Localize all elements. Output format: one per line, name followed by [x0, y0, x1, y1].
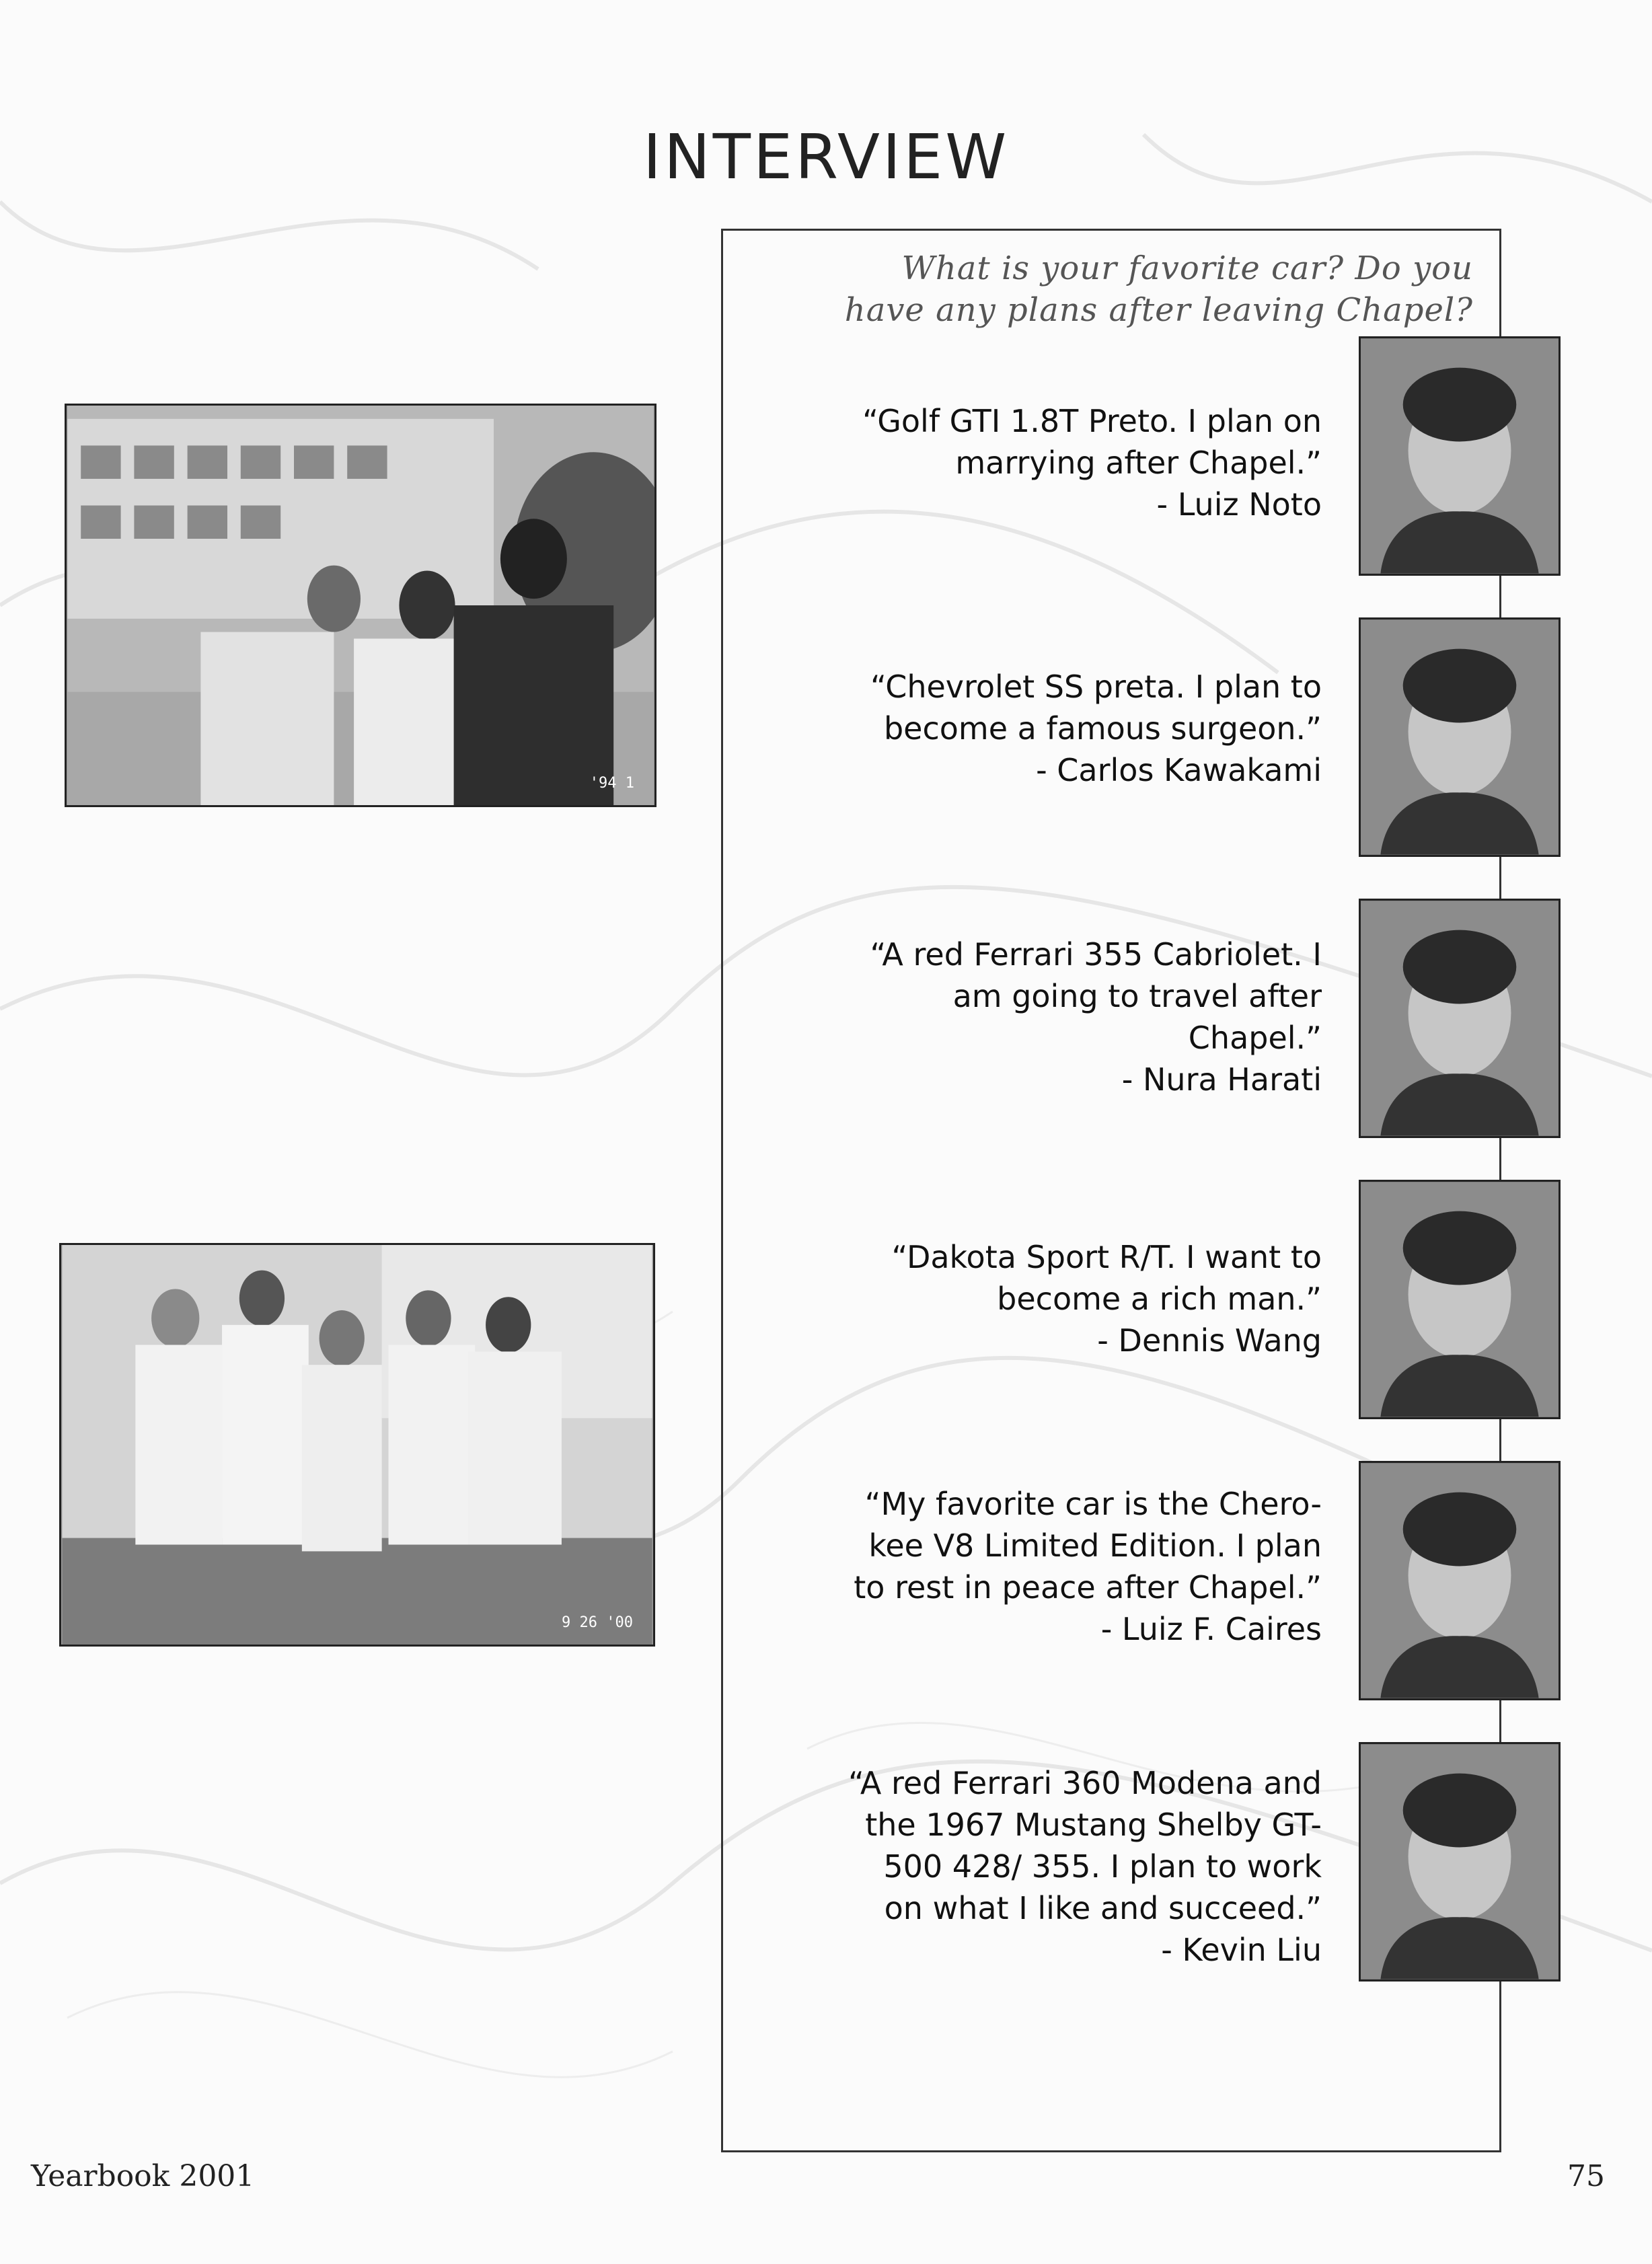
answer-line: “A red Ferrari 355 Cabriolet. I: [870, 936, 1322, 973]
interview-answer: [784, 1236, 1322, 1361]
answer-line: the 1967 Mustang Shelby GT-: [865, 1807, 1322, 1843]
interview-answer: [784, 934, 1322, 1100]
answer-line: on what I like and succeed.”: [884, 1890, 1322, 1926]
answer-line: “A red Ferrari 360 Modena and: [848, 1765, 1322, 1801]
answer-author: - Kevin Liu: [1161, 1932, 1322, 1968]
portrait-image: [1361, 338, 1559, 574]
interview-answer: [784, 1762, 1322, 1971]
answer-line: become a famous surgeon.”: [883, 710, 1322, 747]
page-number: 75: [1567, 2159, 1605, 2193]
question-line: have any plans after leaving Chapel?: [844, 291, 1473, 329]
photo-date-stamp: 9 26 '00: [562, 1614, 633, 1631]
answer-line: am going to travel after: [952, 978, 1322, 1014]
interview-answer: [784, 1483, 1322, 1650]
answer-line: kee V8 Limited Edition. I plan: [868, 1527, 1322, 1564]
student-portrait: [1359, 336, 1561, 576]
student-portrait: [1359, 899, 1561, 1138]
student-portrait: [1359, 1461, 1561, 1700]
answer-line: “My favorite car is the Chero-: [864, 1486, 1322, 1522]
answer-line: marrying after Chapel.”: [955, 445, 1322, 481]
answer-line: 500 428/ 355. I plan to work: [883, 1848, 1322, 1885]
answer-line: “Chevrolet SS preta. I plan to: [870, 669, 1322, 705]
page-title: INTERVIEW: [642, 121, 1010, 193]
interview-answer: [784, 666, 1322, 791]
footer-yearbook: Yearbook 2001: [31, 2159, 255, 2193]
photo-students-outside-image: [67, 406, 654, 805]
interview-question: [841, 248, 1473, 331]
answer-line: become a rich man.”: [997, 1281, 1322, 1317]
question-line: What is your favorite car? Do you: [901, 250, 1473, 287]
portrait-image: [1361, 1744, 1559, 1979]
interview-answer: [784, 400, 1322, 525]
answer-line: “Dakota Sport R/T. I want to: [891, 1239, 1322, 1275]
portrait-image: [1361, 619, 1559, 855]
answer-author: - Luiz Noto: [1156, 486, 1322, 523]
answer-author: - Luiz F. Caires: [1100, 1611, 1322, 1647]
answer-author: - Nura Harati: [1121, 1061, 1322, 1098]
portrait-image: [1361, 901, 1559, 1136]
photo-kitchen-group-image: [61, 1245, 653, 1645]
portrait-image: [1361, 1463, 1559, 1698]
photo-students-outside: [65, 404, 656, 807]
answer-line: “Golf GTI 1.8T Preto. I plan on: [862, 403, 1322, 439]
photo-kitchen-group: [59, 1243, 655, 1647]
answer-author: - Dennis Wang: [1097, 1322, 1322, 1359]
student-portrait: [1359, 1180, 1561, 1419]
answer-line: to rest in peace after Chapel.”: [854, 1569, 1322, 1606]
answer-author: - Carlos Kawakami: [1036, 752, 1322, 788]
answer-line: Chapel.”: [1188, 1020, 1322, 1056]
student-portrait: [1359, 1742, 1561, 1982]
portrait-image: [1361, 1182, 1559, 1417]
student-portrait: [1359, 617, 1561, 857]
photo-date-stamp: '94 1: [589, 775, 634, 792]
